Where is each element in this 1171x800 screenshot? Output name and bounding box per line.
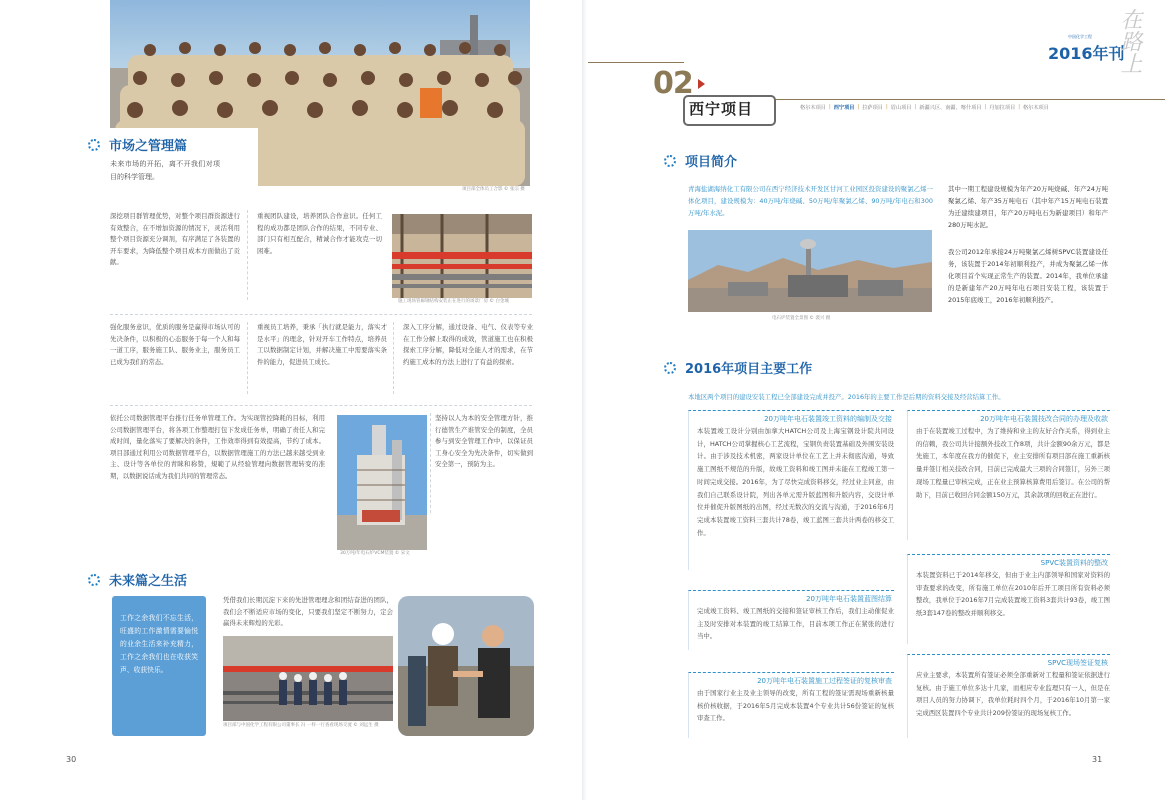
paragraph-training: 重视员工培养，秉承「执行就是能力，落实才是水平」的理念，针对开车工作特点，培养员工以数据制定计划，并解决施工中需要落实条件的能力，促进员工成长。 [257, 323, 387, 366]
card-body: 完成竣工资料、竣工图纸的交接和签证审核工作后，我们主动催促业主及时安排对本装置的竣工结算工作，目前本项工作正在紧张的进行当中。 [697, 607, 894, 641]
nav-separator: | [914, 104, 917, 110]
card-body: 本装置竣工设计分别由加拿大HATCH公司及上海宝钢设计院共同设计，HATCH公司掌握核心工艺流程，宝钢负责装置基础及外围安装设计。由于涉及技术机密，两家设计单位在工艺上并未彻底沟通，导致施工图纸不规范的升版，故竣工资料和竣工图并未能在工程竣工第一时间完成交接。2016年，为了尽快完成资料移交，经过业主同意，由我们自己联系设计院，列出各单元需升版蓝图和升版内容，交设计单位并催促升版图纸的出图，经过无数次的交流与沟通，于2016年6月完成本装置竣工资料三套共计78卷，竣工蓝图三套共计两卷的移交工作。 [697, 427, 894, 537]
work-title-text: 2016年项目主要工作 [685, 362, 813, 377]
nav-separator: | [984, 104, 987, 110]
intro-text-right-2: 我公司2012年承接24万吨聚氯乙烯树SPVC装置建设任务，该装置于2014年初顺利投产，并成为聚氯乙烯一体化项目首个实现正常生产的装置。2014年，我单位承建的是新建年产20万吨年电石项目安装工程，该装置于2015年底竣工，2016年初顺利投产。 [948, 248, 1108, 304]
card-title: 20万吨年电石装置施工过程签证的复核审查 [757, 677, 892, 685]
section-title: 西宁项目 [689, 100, 754, 118]
tower-photo-caption: 30万吨/年电石炉VCM装置 © 宋文 [340, 551, 410, 556]
plant-panorama-photo [688, 230, 932, 312]
paragraph-platform: 依托公司数据管理平台推行任务单管理工作。为实现管控降耗的目标，利用公司数据管理平台，将各项工作整理打包下发成任务单，明确了责任人和完成时间，量化落实了要解决的条件，工作效率得到有效提高，节约了成本。项目部通过利用公司数据管理平台，以数据管理施工的方法已越来越受到业主、设计等各单位的青睐和称赞，規範了从经验管理向数据管理转变的准期，以数据说话成为我们共同的管理常态。 [110, 414, 325, 480]
column-divider [247, 322, 248, 394]
nav-item-active[interactable]: 西宁项目 [833, 105, 855, 111]
market-title-text: 市场之管理篇 [109, 139, 188, 154]
meeting-photo-caption: 项目部与中国化学工程有限公司董事长 冯 一样一行查看现场交流 © 刘远生 摄 [223, 723, 379, 728]
ring-bullet-icon [664, 155, 676, 167]
card-body: 由于国家行业主及业主领导的改变，所有工程的签证需现场重新核量核价核收据，于2016年5月完成本装置4个专业共计56份签证的复核审查工作。 [697, 689, 894, 723]
nav-separator: | [828, 104, 831, 110]
card-title: SPVC现场签证复核 [1047, 659, 1108, 667]
market-intro-text: 未来市场的开拓，离不开我们对项目的科学管理。 [110, 160, 220, 181]
logo-subtitle: 中国化学工程 [1068, 34, 1092, 39]
card-title: SPVC装置资料的整改 [1040, 559, 1108, 567]
nav-item[interactable]: 格尔木项目 [800, 105, 826, 111]
right-page-number: 31 [1092, 755, 1103, 764]
intro-text-right-1: 其中一期工程建设规模为年产20万吨烧碱、年产24万吨聚氯乙烯、年产35万吨电石（其中年产15万吨电石装置为迁建续建项目，年产20万吨电石为新建项目）和年产280万吨水泥。 [948, 185, 1108, 229]
play-arrow-icon [698, 79, 705, 89]
nav-item[interactable]: 新疆兴区、南疆、喀什项目 [919, 105, 982, 111]
paragraph-service: 强化服务意识，优质的服务是赢得市场认可的先决条件，以积极的心态服务于每一个人和每一道工序，服务施工队、服务业主，服务员工已成为我们的常态。 [110, 323, 240, 366]
work-summary: 本地区两个项目的建设安装工程已全部建设完成并投产。2016年的主要工作是后期的资料交接及经营结算工作。 [688, 393, 1005, 401]
card-title: 20万吨年电石装置竣工资料的编制及交接 [764, 415, 892, 423]
row-divider [110, 405, 532, 406]
left-page-number: 30 [66, 755, 77, 764]
nav-separator: | [885, 104, 888, 110]
meeting-photo [223, 636, 393, 721]
card-body: 应业主要求，本装置所有签证必须全部重新对工程量和签证依据进行复核。由于施工单位多达十几家，而相应专业监理只有一人，但是在项目人员的努力协调下，我单位耗时四个月，于2016年10月第一家完成西区装置四个专业共计209份签证的现场复核工作。 [916, 671, 1110, 718]
card-body: 由于在装置竣工过程中，为了维持和业主的友好合作关系，得到业主的信赖，我公司共计接额外技改工作8项，共计金额90余万元，都是先施工，本年度在我方的催促下，业主安排所有项目部在施工重新核量并签订相关技改合同，目前已完成最大三项的合同签订，另外三项现场工程量已审核完成，正在业主预算核算费用后签订。在公司的帮助下，目前已收回合同金额150万元，其余款项的回收正在进行。 [916, 427, 1110, 499]
left-page [0, 0, 584, 800]
tower-photo [337, 415, 427, 550]
card-spvc-visa [907, 654, 1110, 738]
market-section-title [88, 135, 187, 154]
future-section-title [88, 570, 187, 589]
nav-item[interactable]: 格尔木项目 [1022, 105, 1049, 111]
annual-logo: 2016年刊 [1048, 44, 1125, 63]
handshake-photo [398, 596, 534, 736]
card-completion-docs [688, 410, 894, 570]
nav-item[interactable]: 眉山项目 [890, 105, 912, 111]
section-number: 02 [653, 66, 693, 101]
paragraph-resource: 深挖项目群管理优势，对整个项目群资源进行有效整合，在不增加资源的情况下，灵活利用整个项目资源充分调剂，有序满足了各装置的开车要求，为降低整个项目成本方面做出了贡献。 [110, 212, 240, 267]
ring-bullet-icon [88, 139, 100, 151]
team-photo-caption: 项目部全体员工合影 © 张宗 摄 [462, 187, 525, 192]
ring-bullet-icon [88, 574, 100, 586]
nav-item[interactable]: 拉萨项目 [862, 105, 883, 111]
future-text: 凭借我们长期沉淀下来的先进管理理念和团结奋进的团队，我们会不断适应市场的变化，只要我们坚定不断努力，定会赢得未来辉煌的光彩。 [223, 596, 393, 628]
pipes-photo-caption: 施工现场管廊钢结构安装正在进行的场景厂房 © 白金城 [398, 299, 509, 304]
future-title-text: 未来篇之生活 [109, 574, 188, 589]
nav-item[interactable]: 丹加拉项目 [989, 105, 1016, 111]
pipes-photo [392, 214, 532, 298]
card-tech-contract [907, 410, 1110, 540]
intro-section-title [664, 151, 737, 170]
paragraph-safety: 坚持以人为本的安全管理方针，推行德管生产谁管安全的制度，全员参与到安全管理工作中，以保证员工身心安全为先决条件，切实做到安全第一，预防为主。 [435, 414, 533, 469]
header-rule-right [775, 99, 1165, 100]
life-quote-box: 工作之余我们不忘生活，旺盛的工作激情需要愉悦的业余生活来补充精力，工作之余我们也在收获笑声、收获快乐。 [112, 596, 206, 736]
card-body: 本装置资料已于2014年移交，但由于业主内部领导和国家对资料的审查要求的改变，所有施工单位在2010年后开工项目所有资料必须整改，我单位于2016年7月完成装置竣工资料3套共计93卷，竣工图纸3套147卷的整改并顺利移交。 [916, 571, 1110, 618]
project-nav [800, 104, 1049, 111]
card-title: 20万吨年电石装置蓝图结算 [806, 595, 892, 603]
ring-bullet-icon [664, 362, 676, 374]
card-title: 20万吨年电石装置技改合同的办理及收款 [980, 415, 1108, 423]
nav-separator: | [1018, 104, 1020, 110]
row-divider [110, 314, 532, 315]
card-spvc-rectify [907, 554, 1110, 644]
intro-title-text: 项目简介 [685, 155, 738, 170]
card-visa-review [688, 672, 894, 738]
paragraph-process: 深入工序分解，通过设备、电气、仪表等专业在工作分解上取得的成效，管道施工也在积极探索工序分解，降低对全能人才的需求，在节约施工成本的方法上进行了有益的探索。 [403, 323, 533, 366]
column-divider [430, 413, 431, 513]
work-section-title [664, 358, 812, 377]
nav-separator: | [857, 104, 860, 110]
intro-text-blue: 青海盐湖海纳化工有限公司在西宁经济技术开发区甘河工业园区投资建设的聚氯乙烯一体化项目，建设规模为：40万吨/年烧碱、50万吨/年聚氯乙烯、90万吨/年电石和300万吨/年水泥。 [688, 185, 933, 217]
header-rule-left [588, 62, 684, 63]
calligraphy-mark: 在路上 [1117, 8, 1142, 74]
paragraph-team: 重视团队建设，培养团队合作意识。任何工程的成功都是团队合作的结果，不同专业、部门只有相互配合，精诚合作才能攻克一切困难。 [257, 212, 382, 255]
plant-photo-caption: 电石炉装置全景图 © 裘兴 摄 [772, 316, 831, 321]
card-blueprint-settlement [688, 590, 894, 650]
column-divider [393, 322, 394, 394]
column-divider [247, 210, 248, 300]
